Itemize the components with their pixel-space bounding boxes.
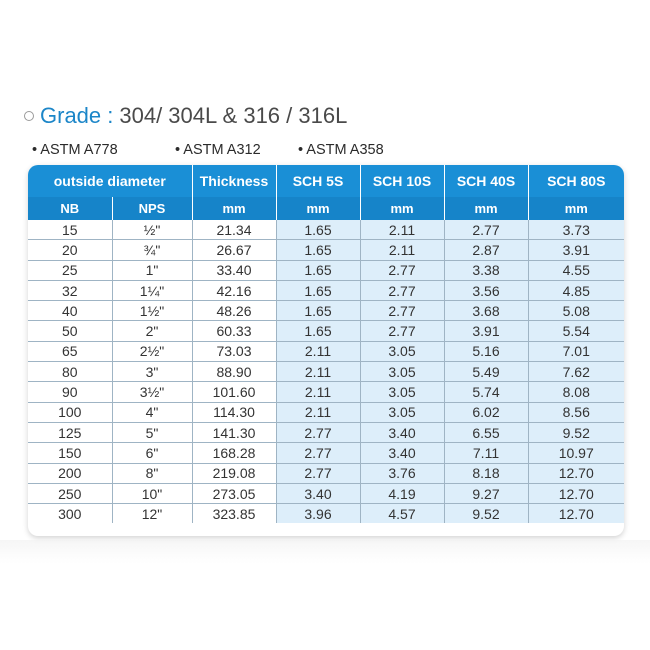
cell-sch-40s: 3.91 (444, 321, 528, 341)
cell-sch-10s: 2.77 (360, 321, 444, 341)
cell-sch-80s: 7.62 (528, 362, 624, 382)
cell-nb: 250 (28, 483, 112, 503)
cell-sch-10s: 2.77 (360, 260, 444, 280)
cell-thickness: 273.05 (192, 483, 276, 503)
cell-sch-40s: 2.77 (444, 220, 528, 240)
cell-sch-80s: 12.70 (528, 463, 624, 483)
cell-sch-80s: 3.91 (528, 240, 624, 260)
cell-nps: 5" (112, 422, 192, 442)
standard-astm-a312: • ASTM A312 (175, 142, 261, 158)
cell-sch-10s: 3.40 (360, 443, 444, 463)
cell-nb: 65 (28, 341, 112, 361)
cell-nb: 90 (28, 382, 112, 402)
cell-nps: 8" (112, 463, 192, 483)
cell-sch-5s: 2.77 (276, 463, 360, 483)
cell-nps: 2½" (112, 341, 192, 361)
cell-nb: 200 (28, 463, 112, 483)
header-unit-sch-40s: mm (444, 197, 528, 220)
cell-sch-5s: 2.77 (276, 443, 360, 463)
table-row (28, 382, 624, 402)
grade-label: Grade : (40, 103, 114, 128)
cell-thickness: 88.90 (192, 362, 276, 382)
cell-sch-10s: 2.11 (360, 240, 444, 260)
cell-nb: 300 (28, 504, 112, 524)
cell-sch-40s: 2.87 (444, 240, 528, 260)
cell-sch-80s: 8.08 (528, 382, 624, 402)
cell-sch-40s: 9.27 (444, 483, 528, 503)
table-row (28, 260, 624, 280)
table-row (28, 301, 624, 321)
cell-sch-80s: 4.55 (528, 260, 624, 280)
cell-sch-10s: 3.40 (360, 422, 444, 442)
header-nps: NPS (112, 197, 192, 220)
table-row (28, 240, 624, 260)
cell-thickness: 26.67 (192, 240, 276, 260)
cell-thickness: 48.26 (192, 301, 276, 321)
table-row (28, 443, 624, 463)
cell-sch-5s: 2.11 (276, 402, 360, 422)
grade-values: 304/ 304L & 316 / 316L (119, 103, 348, 128)
cell-thickness: 219.08 (192, 463, 276, 483)
cell-nb: 80 (28, 362, 112, 382)
cell-sch-10s: 2.77 (360, 280, 444, 300)
cell-nps: ½" (112, 220, 192, 240)
cell-thickness: 73.03 (192, 341, 276, 361)
cell-nps: 3½" (112, 382, 192, 402)
cell-sch-80s: 5.54 (528, 321, 624, 341)
cell-sch-5s: 2.11 (276, 382, 360, 402)
table-row (28, 362, 624, 382)
header-unit-sch-80s: mm (528, 197, 624, 220)
cell-nps: 3" (112, 362, 192, 382)
header-thickness: Thickness (192, 165, 276, 197)
cell-sch-40s: 3.56 (444, 280, 528, 300)
cell-nb: 50 (28, 321, 112, 341)
cell-nps: 1" (112, 260, 192, 280)
cell-thickness: 33.40 (192, 260, 276, 280)
cell-sch-5s: 1.65 (276, 220, 360, 240)
cell-sch-40s: 6.55 (444, 422, 528, 442)
cell-sch-40s: 3.38 (444, 260, 528, 280)
cell-nb: 32 (28, 280, 112, 300)
cell-sch-5s: 1.65 (276, 280, 360, 300)
header-outside-diameter: outside diameter (28, 165, 192, 197)
cell-sch-80s: 7.01 (528, 341, 624, 361)
header-sch-10s: SCH 10S (360, 165, 444, 197)
cell-sch-40s: 3.68 (444, 301, 528, 321)
cell-sch-10s: 3.05 (360, 382, 444, 402)
cell-sch-80s: 5.08 (528, 301, 624, 321)
cell-thickness: 101.60 (192, 382, 276, 402)
cell-nps: 12" (112, 504, 192, 524)
cell-thickness: 323.85 (192, 504, 276, 524)
cell-sch-40s: 8.18 (444, 463, 528, 483)
cell-sch-40s: 6.02 (444, 402, 528, 422)
cell-thickness: 114.30 (192, 402, 276, 422)
cell-sch-80s: 9.52 (528, 422, 624, 442)
cell-sch-40s: 5.49 (444, 362, 528, 382)
header-nb: NB (28, 197, 112, 220)
cell-sch-10s: 4.19 (360, 483, 444, 503)
faded-reflection (0, 540, 650, 564)
cell-nps: 1½" (112, 301, 192, 321)
table-row (28, 402, 624, 422)
table-row (28, 280, 624, 300)
header-unit-sch-5s: mm (276, 197, 360, 220)
cell-sch-10s: 3.76 (360, 463, 444, 483)
header-unit-thickness: mm (192, 197, 276, 220)
standard-astm-a358: • ASTM A358 (298, 142, 384, 158)
table-row (28, 321, 624, 341)
pipe-dimension-table (28, 165, 624, 536)
cell-sch-5s: 1.65 (276, 301, 360, 321)
cell-sch-5s: 3.96 (276, 504, 360, 524)
cell-sch-40s: 5.16 (444, 341, 528, 361)
cell-sch-80s: 10.97 (528, 443, 624, 463)
cell-nb: 25 (28, 260, 112, 280)
cell-sch-5s: 1.65 (276, 260, 360, 280)
table-row (28, 341, 624, 361)
cell-nb: 20 (28, 240, 112, 260)
cell-nps: 6" (112, 443, 192, 463)
cell-sch-10s: 3.05 (360, 341, 444, 361)
cell-sch-80s: 8.56 (528, 402, 624, 422)
cell-sch-80s: 12.70 (528, 483, 624, 503)
header-sch-80s: SCH 80S (528, 165, 624, 197)
table-row (28, 220, 624, 240)
cell-sch-5s: 1.65 (276, 240, 360, 260)
cell-nps: 2" (112, 321, 192, 341)
standard-astm-a778: • ASTM A778 (32, 142, 118, 158)
cell-thickness: 42.16 (192, 280, 276, 300)
cell-sch-5s: 3.40 (276, 483, 360, 503)
cell-sch-80s: 3.73 (528, 220, 624, 240)
cell-nb: 100 (28, 402, 112, 422)
cell-sch-10s: 2.11 (360, 220, 444, 240)
cell-nps: 10" (112, 483, 192, 503)
header-sch-5s: SCH 5S (276, 165, 360, 197)
cell-sch-40s: 5.74 (444, 382, 528, 402)
table-row (28, 422, 624, 442)
cell-sch-80s: 12.70 (528, 504, 624, 524)
cell-sch-5s: 1.65 (276, 321, 360, 341)
cell-sch-5s: 2.77 (276, 422, 360, 442)
cell-nb: 15 (28, 220, 112, 240)
table-row (28, 483, 624, 503)
cell-sch-10s: 2.77 (360, 301, 444, 321)
header-row-units (28, 197, 624, 220)
cell-sch-40s: 9.52 (444, 504, 528, 524)
cell-thickness: 141.30 (192, 422, 276, 442)
grade-heading (24, 101, 347, 131)
cell-thickness: 168.28 (192, 443, 276, 463)
cell-nps: 1¼" (112, 280, 192, 300)
cell-nps: ¾" (112, 240, 192, 260)
cell-sch-5s: 2.11 (276, 362, 360, 382)
table-row (28, 463, 624, 483)
header-unit-sch-10s: mm (360, 197, 444, 220)
header-row-titles (28, 165, 624, 197)
cell-nb: 40 (28, 301, 112, 321)
cell-sch-10s: 3.05 (360, 402, 444, 422)
table-row (28, 504, 624, 524)
cell-nb: 150 (28, 443, 112, 463)
circle-bullet-icon (24, 111, 34, 121)
cell-sch-40s: 7.11 (444, 443, 528, 463)
table-body (28, 220, 624, 523)
cell-sch-10s: 3.05 (360, 362, 444, 382)
cell-thickness: 60.33 (192, 321, 276, 341)
cell-sch-5s: 2.11 (276, 341, 360, 361)
cell-thickness: 21.34 (192, 220, 276, 240)
cell-nps: 4" (112, 402, 192, 422)
header-sch-40s: SCH 40S (444, 165, 528, 197)
cell-sch-80s: 4.85 (528, 280, 624, 300)
cell-sch-10s: 4.57 (360, 504, 444, 524)
cell-nb: 125 (28, 422, 112, 442)
